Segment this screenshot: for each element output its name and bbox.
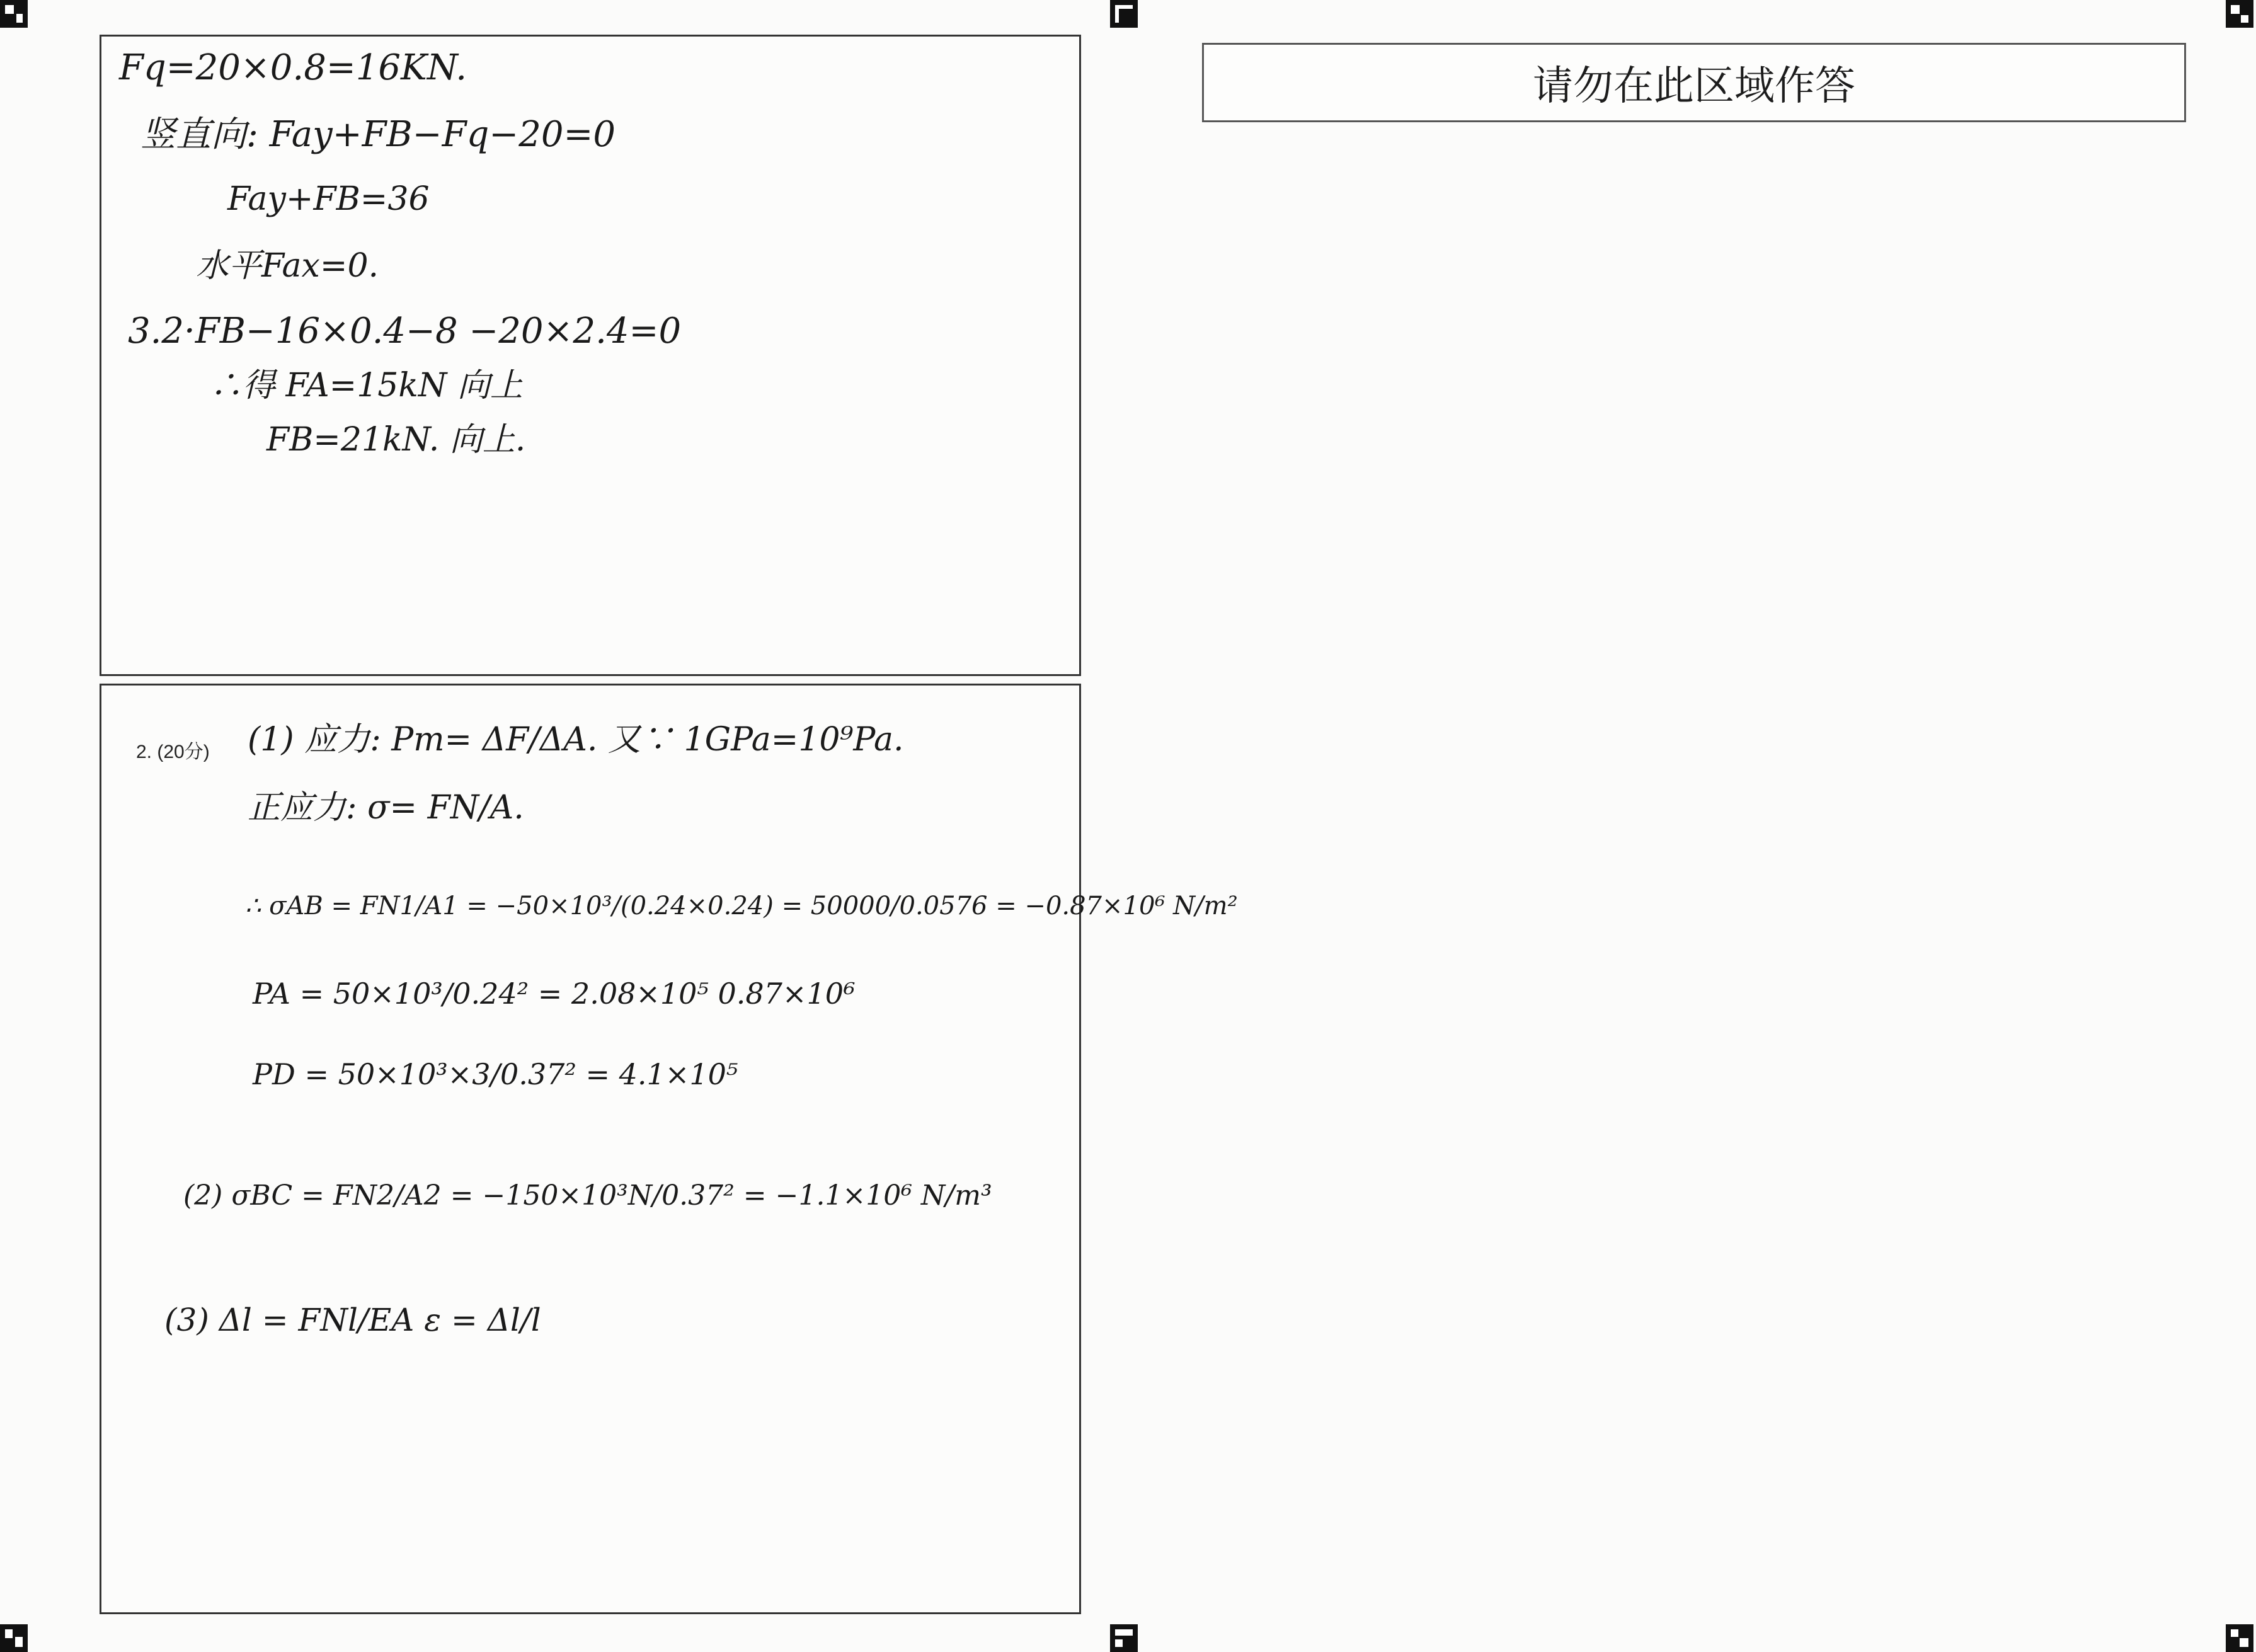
handwritten-line: (2) σBC = FN2/A2 = −150×10³N/0.37² = −1.1×10⁶ N/m³ [183,1179,992,1212]
registration-marker-top-right [2226,0,2253,28]
answer-panel-1 [100,35,1081,676]
registration-marker-top-center [1110,0,1138,28]
handwritten-line: PA = 50×10³/0.24² = 2.08×10⁵ 0.87×10⁶ [253,977,856,1011]
handwritten-line: 正应力: σ= FN/A. [248,789,524,827]
do-not-answer-notice: 请勿在此区域作答 [1202,43,2186,122]
question-label: 2. (20分) [136,742,210,762]
registration-marker-bottom-left [0,1624,28,1652]
handwritten-line: 3.2·FB−16×0.4−8 −20×2.4=0 [128,311,682,352]
handwritten-line: ∴ σAB = FN1/A1 = −50×10³/(0.24×0.24) = 50000/0.0576 = −0.87×10⁶ N/m² [245,892,1238,921]
handwritten-line: ∴得 FA=15kN 向上 [210,367,523,404]
handwritten-line: (1) 应力: Pm= ΔF/ΔA. 又∵ 1GPa=10⁹Pa. [248,721,904,759]
handwritten-line: Fay+FB=36 [227,180,430,218]
handwritten-line: FB=21kN. 向上. [266,421,526,459]
handwritten-line: 水平Fax=0. [196,247,379,285]
registration-marker-bottom-center [1110,1624,1138,1652]
handwritten-line: (3) Δl = FNl/EA ε = Δl/l [164,1302,541,1338]
handwritten-line: Fq=20×0.8=16KN. [119,47,467,88]
registration-marker-top-left [0,0,28,28]
handwritten-line: 竖直向: Fay+FB−Fq−20=0 [140,114,616,155]
answer-panel-2 [100,684,1238,1614]
handwritten-line: PD = 50×10³×3/0.37² = 4.1×10⁵ [253,1057,738,1091]
registration-marker-bottom-right [2226,1624,2253,1652]
